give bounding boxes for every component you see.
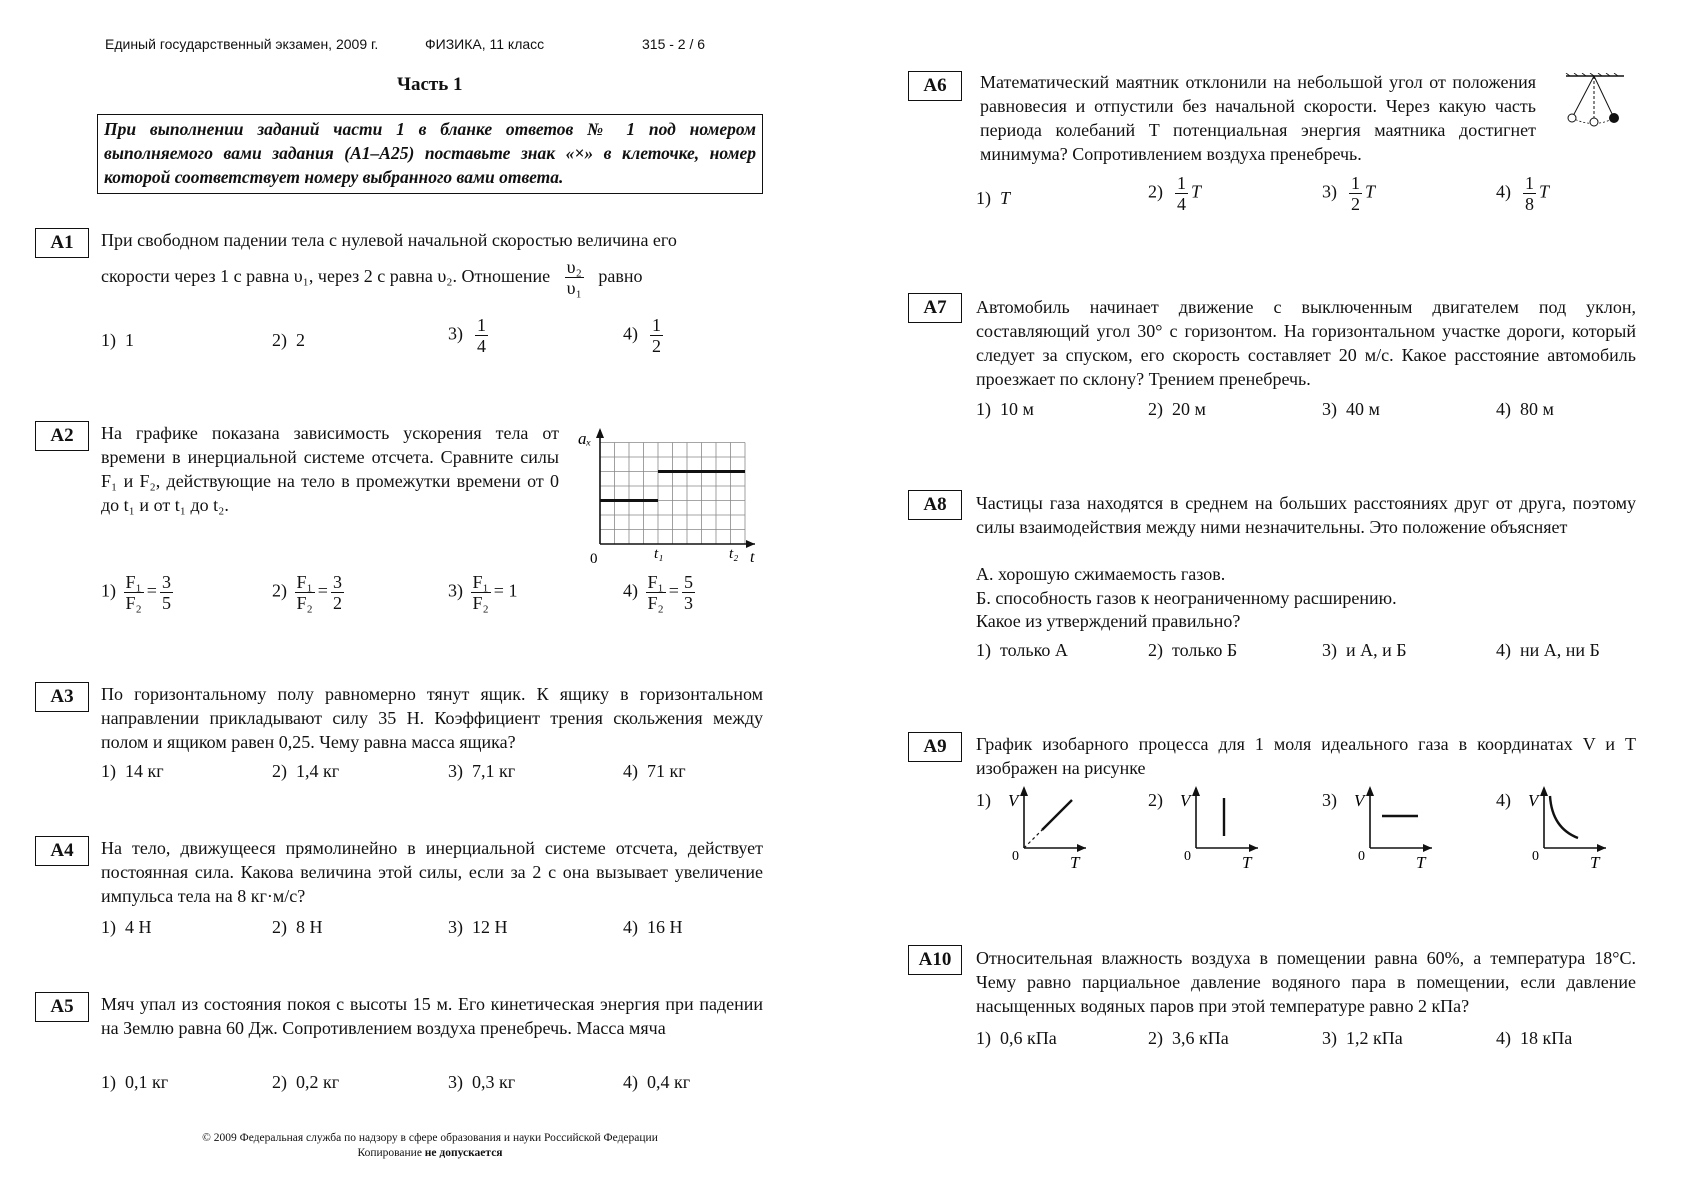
a10-option-2[interactable]: 2) 3,6 кПа — [1148, 1028, 1229, 1048]
a2-graph-grid — [600, 443, 745, 545]
a3-option-3[interactable]: 3) 7,1 кг — [448, 761, 516, 781]
a2-t2-label: t₂ — [729, 546, 739, 562]
a2-option-2[interactable]: 2) $\frac{\text{F₁}}{\text{F₂}}$ = $\frac{3}{2}$ — [272, 572, 342, 613]
a10-text: Относительная влажность воздуха в помещении равна 60%, а температура 18°С. Чему равно парциальное давление водяного пара в помещении, если давление насыщенных водяных паров при этой температуре равно 2 кПа? — [976, 948, 1636, 1016]
a3-option-2[interactable]: 2) 1,4 кг — [272, 761, 340, 781]
svg-text:T: T — [1416, 853, 1426, 872]
a8-question: Какое из утверждений правильно? — [976, 611, 1241, 631]
question-label-a7: А7 — [908, 293, 962, 323]
copyright-footer: © 2009 Федеральная служба по надзору в сфере образования и науки Российской Федерации Копирование не допускается — [202, 1132, 658, 1159]
svg-text:V: V — [1354, 791, 1365, 810]
svg-text:V: V — [1528, 791, 1539, 810]
a2-option-1[interactable]: 1) $\frac{\text{F₁}}{\text{F₂}}$ = $\frac{3}{5}$ — [101, 572, 171, 613]
a9-option-4-number[interactable]: 4) — [1496, 790, 1511, 810]
svg-text:V: V — [1008, 791, 1019, 810]
svg-text:0: 0 — [1532, 849, 1539, 864]
a10-option-4[interactable]: 4) 18 кПа — [1496, 1028, 1573, 1048]
a1-velocity-ratio: $\frac{\text{υ₂}}{\text{υ₁}}$ — [566, 257, 582, 299]
a5-option-3[interactable]: 3) 0,3 кг — [448, 1072, 516, 1092]
a1-text-line2: скорости через 1 с равна υ₁, через 2 с равна υ₂. Отношение $\frac{\text{υ₂}}{\text{υ₁}}$ равно — [101, 257, 643, 299]
a10-option-1[interactable]: 1) 0,6 кПа — [976, 1028, 1057, 1048]
a4-text: На тело, движущееся прямолинейно в инерциальной системе отсчета, действует постоянная сила. Какова величина этой силы, если за 2 с она вызывает увеличение импульса тела на 8 кг·м/с? — [101, 838, 763, 906]
a4-option-1[interactable]: 1) 4 Н — [101, 917, 152, 937]
a7-option-1[interactable]: 1) 10 м — [976, 399, 1034, 419]
a5-option-2[interactable]: 2) 0,2 кг — [272, 1072, 340, 1092]
a9-option-3-number[interactable]: 3) — [1322, 790, 1337, 810]
a9-option-1-number[interactable]: 1) — [976, 790, 991, 810]
a6-text: Математический маятник отклонили на небольшой угол от положения равновесия и отпустили без начальной скорости. Через какую часть периода колебаний T потенциальная энергия маятника достигнет минимума? Сопротивлением воздуха пренебречь. — [980, 72, 1536, 164]
a8-option-1[interactable]: 1) только А — [976, 640, 1068, 660]
svg-text:V: V — [1180, 791, 1191, 810]
a7-option-4[interactable]: 4) 80 м — [1496, 399, 1554, 419]
a3-option-1[interactable]: 1) 14 кг — [101, 761, 164, 781]
a8-statement-b: Б. способность газов к неограниченному расширению. — [976, 588, 1397, 608]
a2-acceleration-graph — [570, 424, 760, 569]
a3-option-4[interactable]: 4) 71 кг — [623, 761, 686, 781]
svg-text:T: T — [1590, 853, 1600, 872]
page-number: 315 - 2 / 6 — [642, 36, 706, 52]
a9-text: График изобарного процесса для 1 моля идеального газа в координатах V и T изображен на рисунке — [976, 734, 1636, 778]
a1-text-line1: При свободном падении тела с нулевой начальной скоростью величина его — [101, 230, 677, 250]
a2-y-axis-arrow — [596, 428, 604, 438]
a8-text: Частицы газа находятся в среднем на больших расстояниях друг от друга, поэтому силы взаимодействия между ними незначительны. Это положение объясняет — [976, 493, 1636, 537]
a4-option-4[interactable]: 4) 16 Н — [623, 917, 683, 937]
a4-option-2[interactable]: 2) 8 Н — [272, 917, 323, 937]
a6-option-1[interactable]: 1) T — [976, 188, 1011, 208]
a9-option-1-graph[interactable] — [1000, 784, 1092, 872]
a1-option-2[interactable]: 2) 2 — [272, 330, 305, 350]
a2-x-label: t — [750, 549, 755, 566]
question-label-a4: А4 — [35, 836, 89, 866]
question-label-a1: А1 — [35, 228, 89, 258]
a5-option-1[interactable]: 1) 0,1 кг — [101, 1072, 169, 1092]
a2-text: На графике показана зависимость ускорения тела от времени в инерциальной системе отсчета. Сравните силы F₁ и F₂, действующие на тело в промежутки времени от 0 до t₁ и от t₁ до t₂. — [101, 423, 559, 515]
a2-y-label: aₓ — [578, 429, 592, 448]
question-label-a2: А2 — [35, 421, 89, 451]
question-label-a6: А6 — [908, 71, 962, 101]
svg-text:0: 0 — [1012, 849, 1019, 864]
a2-option-4[interactable]: 4) $\frac{\text{F₁}}{\text{F₂}}$ = $\frac{5}{3}$ — [623, 572, 693, 613]
a6-option-2[interactable]: 2) $\frac{1}{4}$ T — [1148, 173, 1202, 214]
a3-text: По горизонтальному полу равномерно тянут ящик. К ящику в горизонтальном направлении прикладывают силу 35 Н. Коэффициент трения скольжения между полом и ящиком равен 0,25. Чему равна масса ящика? — [101, 684, 763, 752]
a2-x-axis-arrow — [746, 540, 755, 548]
a7-option-3[interactable]: 3) 40 м — [1322, 399, 1380, 419]
question-label-a9: А9 — [908, 732, 962, 762]
a1-option-1[interactable]: 1) 1 — [101, 330, 134, 350]
a9-option-2-graph[interactable] — [1172, 784, 1264, 872]
svg-text:0: 0 — [1184, 849, 1191, 864]
a2-t1-label: t₁ — [654, 546, 664, 562]
question-label-a8: А8 — [908, 490, 962, 520]
a8-option-2[interactable]: 2) только Б — [1148, 640, 1238, 660]
a8-option-4[interactable]: 4) ни А, ни Б — [1496, 640, 1600, 660]
a2-origin-label: 0 — [590, 551, 598, 567]
a9-option-4-graph[interactable] — [1520, 784, 1612, 872]
instructions-box: При выполнении заданий части 1 в бланке ответов № 1 под номером выполняемого вами задания (А1–А25) поставьте знак «×» в клеточке, номер которой соответствует номеру выбранного вами ответа. — [97, 114, 763, 194]
svg-text:T: T — [1242, 853, 1252, 872]
a10-option-3[interactable]: 3) 1,2 кПа — [1322, 1028, 1403, 1048]
a1-option-4[interactable]: 4) $\frac{1}{2}$ — [623, 315, 661, 356]
a6-option-4[interactable]: 4) $\frac{1}{8}$ T — [1496, 173, 1550, 214]
a9-option-3-graph[interactable] — [1346, 784, 1438, 872]
subject: ФИЗИКА, 11 класс — [425, 36, 545, 52]
svg-text:0: 0 — [1358, 849, 1365, 864]
a6-option-3[interactable]: 3) $\frac{1}{2}$ T — [1322, 173, 1376, 214]
a8-option-3[interactable]: 3) и А, и Б — [1322, 640, 1407, 660]
question-label-a5: А5 — [35, 992, 89, 1022]
a9-option-2-number[interactable]: 2) — [1148, 790, 1163, 810]
a4-option-3[interactable]: 3) 12 Н — [448, 917, 508, 937]
a2-option-3[interactable]: 3) $\frac{\text{F₁}}{\text{F₂}}$ = 1 — [448, 572, 518, 613]
a5-text: Мяч упал из состояния покоя с высоты 15 м. Его кинетическая энергия при падении на Землю равна 60 Дж. Сопротивлением воздуха пренебречь. Масса мяча — [101, 994, 763, 1038]
a7-text: Автомобиль начинает движение с выключенным двигателем под уклон, составляющий угол 30° с горизонтом. На горизонтальном участке дороги, который следует за спуском, его скорость составляет 20 м/с. Какое расстояние автомобиль проезжает по склону? Трением пренебречь. — [976, 297, 1636, 389]
a8-statement-a: А. хорошую сжимаемость газов. — [976, 564, 1226, 584]
pendulum-icon — [1564, 73, 1626, 129]
question-label-a3: А3 — [35, 682, 89, 712]
exam-title: Единый государственный экзамен, 2009 г. — [105, 36, 379, 52]
a7-option-2[interactable]: 2) 20 м — [1148, 399, 1206, 419]
part-title: Часть 1 — [397, 74, 463, 95]
question-label-a10: А10 — [908, 945, 962, 975]
a5-option-4[interactable]: 4) 0,4 кг — [623, 1072, 691, 1092]
svg-text:T: T — [1070, 853, 1080, 872]
a1-option-3[interactable]: 3) $\frac{1}{4}$ — [448, 315, 486, 356]
